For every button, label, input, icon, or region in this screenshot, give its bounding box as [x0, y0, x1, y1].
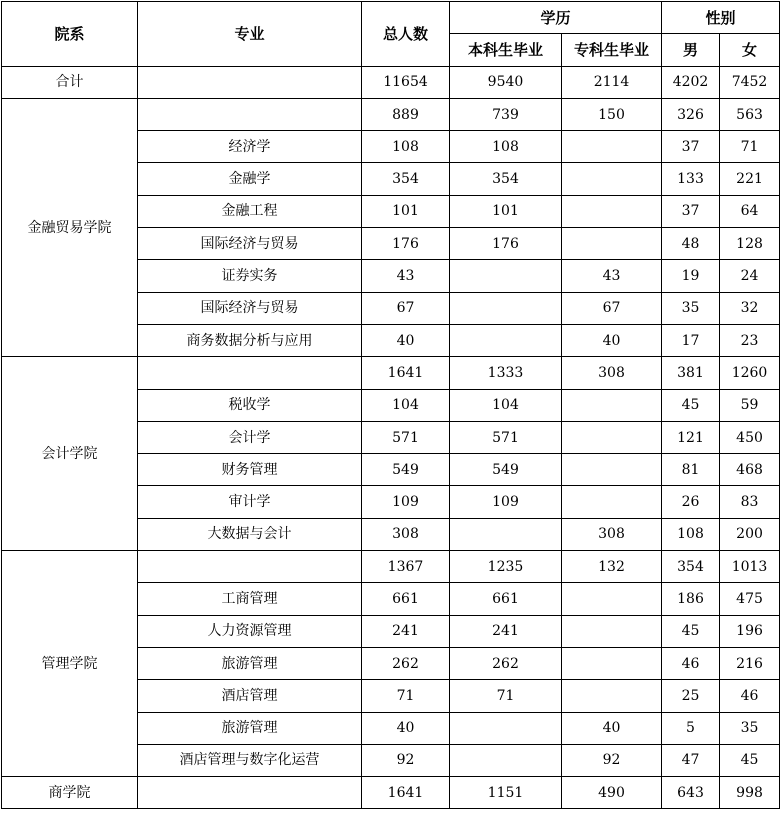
dept-name: 金融贸易学院 [2, 98, 138, 356]
summary-row [2, 66, 780, 98]
major-cell: 人力资源管理 [138, 615, 362, 647]
female-cell: 23 [720, 324, 780, 356]
summary-total: 11654 [362, 66, 450, 98]
header-female: 女 [720, 34, 780, 66]
major-cell: 商务数据分析与应用 [138, 324, 362, 356]
junior-cell: 308 [562, 518, 662, 550]
header-gender: 性别 [662, 2, 780, 34]
junior-cell: 308 [562, 357, 662, 389]
bachelor-cell [450, 292, 562, 324]
graduates-table [1, 1, 780, 809]
junior-cell [562, 195, 662, 227]
major-cell: 证券实务 [138, 260, 362, 292]
bachelor-cell: 262 [450, 647, 562, 679]
junior-cell: 92 [562, 744, 662, 776]
female-cell: 475 [720, 583, 780, 615]
junior-cell [562, 163, 662, 195]
total-cell: 889 [362, 98, 450, 130]
junior-cell [562, 680, 662, 712]
major-cell [138, 551, 362, 583]
total-cell: 40 [362, 324, 450, 356]
male-cell: 37 [662, 131, 720, 163]
female-cell: 59 [720, 389, 780, 421]
junior-cell [562, 583, 662, 615]
male-cell: 354 [662, 551, 720, 583]
dept-name: 管理学院 [2, 551, 138, 777]
junior-cell: 43 [562, 260, 662, 292]
header-male: 男 [662, 34, 720, 66]
header-total: 总人数 [362, 2, 450, 67]
female-cell: 196 [720, 615, 780, 647]
bachelor-cell [450, 324, 562, 356]
summary-label: 合计 [2, 66, 138, 98]
female-cell: 64 [720, 195, 780, 227]
male-cell: 46 [662, 647, 720, 679]
bachelor-cell: 354 [450, 163, 562, 195]
bachelor-cell [450, 712, 562, 744]
header-major: 专业 [138, 2, 362, 67]
total-cell: 40 [362, 712, 450, 744]
total-cell: 109 [362, 486, 450, 518]
female-cell: 1013 [720, 551, 780, 583]
major-cell [138, 98, 362, 130]
bachelor-cell: 1151 [450, 777, 562, 809]
junior-cell: 67 [562, 292, 662, 324]
summary-junior: 2114 [562, 66, 662, 98]
female-cell: 200 [720, 518, 780, 550]
bachelor-cell: 549 [450, 454, 562, 486]
summary-major [138, 66, 362, 98]
total-cell: 661 [362, 583, 450, 615]
male-cell: 643 [662, 777, 720, 809]
major-cell [138, 357, 362, 389]
dept-subtotal-row [2, 777, 780, 809]
male-cell: 45 [662, 615, 720, 647]
male-cell: 108 [662, 518, 720, 550]
header-row [2, 2, 780, 34]
junior-cell: 40 [562, 324, 662, 356]
bachelor-cell [450, 518, 562, 550]
total-cell: 1367 [362, 551, 450, 583]
dept-name: 商学院 [2, 777, 138, 809]
female-cell: 468 [720, 454, 780, 486]
female-cell: 83 [720, 486, 780, 518]
male-cell: 35 [662, 292, 720, 324]
female-cell: 216 [720, 647, 780, 679]
major-cell: 审计学 [138, 486, 362, 518]
header-education: 学历 [450, 2, 662, 34]
header-dept: 院系 [2, 2, 138, 67]
female-cell: 32 [720, 292, 780, 324]
major-cell: 旅游管理 [138, 712, 362, 744]
bachelor-cell: 104 [450, 389, 562, 421]
dept-subtotal-row [2, 357, 780, 389]
major-cell: 大数据与会计 [138, 518, 362, 550]
total-cell: 43 [362, 260, 450, 292]
male-cell: 37 [662, 195, 720, 227]
female-cell: 24 [720, 260, 780, 292]
major-cell: 财务管理 [138, 454, 362, 486]
total-cell: 108 [362, 131, 450, 163]
total-cell: 92 [362, 744, 450, 776]
junior-cell [562, 615, 662, 647]
total-cell: 241 [362, 615, 450, 647]
bachelor-cell: 661 [450, 583, 562, 615]
major-cell: 国际经济与贸易 [138, 228, 362, 260]
male-cell: 5 [662, 712, 720, 744]
major-cell: 旅游管理 [138, 647, 362, 679]
male-cell: 121 [662, 421, 720, 453]
bachelor-cell: 109 [450, 486, 562, 518]
female-cell: 1260 [720, 357, 780, 389]
bachelor-cell: 1333 [450, 357, 562, 389]
total-cell: 101 [362, 195, 450, 227]
female-cell: 221 [720, 163, 780, 195]
bachelor-cell: 739 [450, 98, 562, 130]
major-cell: 酒店管理 [138, 680, 362, 712]
male-cell: 47 [662, 744, 720, 776]
bachelor-cell: 176 [450, 228, 562, 260]
bachelor-cell: 108 [450, 131, 562, 163]
bachelor-cell: 101 [450, 195, 562, 227]
total-cell: 262 [362, 647, 450, 679]
male-cell: 19 [662, 260, 720, 292]
male-cell: 26 [662, 486, 720, 518]
major-cell: 会计学 [138, 421, 362, 453]
bachelor-cell [450, 260, 562, 292]
junior-cell: 40 [562, 712, 662, 744]
bachelor-cell: 71 [450, 680, 562, 712]
male-cell: 81 [662, 454, 720, 486]
male-cell: 381 [662, 357, 720, 389]
junior-cell: 132 [562, 551, 662, 583]
bachelor-cell: 1235 [450, 551, 562, 583]
dept-subtotal-row [2, 98, 780, 130]
bachelor-cell [450, 744, 562, 776]
junior-cell [562, 454, 662, 486]
male-cell: 186 [662, 583, 720, 615]
major-cell: 经济学 [138, 131, 362, 163]
total-cell: 571 [362, 421, 450, 453]
dept-name: 会计学院 [2, 357, 138, 551]
total-cell: 104 [362, 389, 450, 421]
male-cell: 45 [662, 389, 720, 421]
junior-cell [562, 228, 662, 260]
dept-subtotal-row [2, 551, 780, 583]
junior-cell [562, 389, 662, 421]
major-cell: 工商管理 [138, 583, 362, 615]
total-cell: 176 [362, 228, 450, 260]
female-cell: 450 [720, 421, 780, 453]
junior-cell [562, 647, 662, 679]
total-cell: 549 [362, 454, 450, 486]
female-cell: 71 [720, 131, 780, 163]
female-cell: 128 [720, 228, 780, 260]
total-cell: 1641 [362, 357, 450, 389]
male-cell: 48 [662, 228, 720, 260]
junior-cell: 490 [562, 777, 662, 809]
junior-cell [562, 131, 662, 163]
major-cell: 酒店管理与数字化运营 [138, 744, 362, 776]
total-cell: 67 [362, 292, 450, 324]
major-cell: 税收学 [138, 389, 362, 421]
summary-bachelor: 9540 [450, 66, 562, 98]
major-cell: 国际经济与贸易 [138, 292, 362, 324]
major-cell: 金融学 [138, 163, 362, 195]
female-cell: 35 [720, 712, 780, 744]
bachelor-cell: 571 [450, 421, 562, 453]
total-cell: 308 [362, 518, 450, 550]
major-cell: 金融工程 [138, 195, 362, 227]
male-cell: 17 [662, 324, 720, 356]
header-bachelor: 本科生毕业 [450, 34, 562, 66]
female-cell: 45 [720, 744, 780, 776]
male-cell: 133 [662, 163, 720, 195]
female-cell: 998 [720, 777, 780, 809]
junior-cell [562, 421, 662, 453]
total-cell: 1641 [362, 777, 450, 809]
summary-female: 7452 [720, 66, 780, 98]
junior-cell: 150 [562, 98, 662, 130]
male-cell: 326 [662, 98, 720, 130]
summary-male: 4202 [662, 66, 720, 98]
total-cell: 71 [362, 680, 450, 712]
junior-cell [562, 486, 662, 518]
male-cell: 25 [662, 680, 720, 712]
female-cell: 46 [720, 680, 780, 712]
major-cell [138, 777, 362, 809]
header-junior: 专科生毕业 [562, 34, 662, 66]
bachelor-cell: 241 [450, 615, 562, 647]
female-cell: 563 [720, 98, 780, 130]
total-cell: 354 [362, 163, 450, 195]
